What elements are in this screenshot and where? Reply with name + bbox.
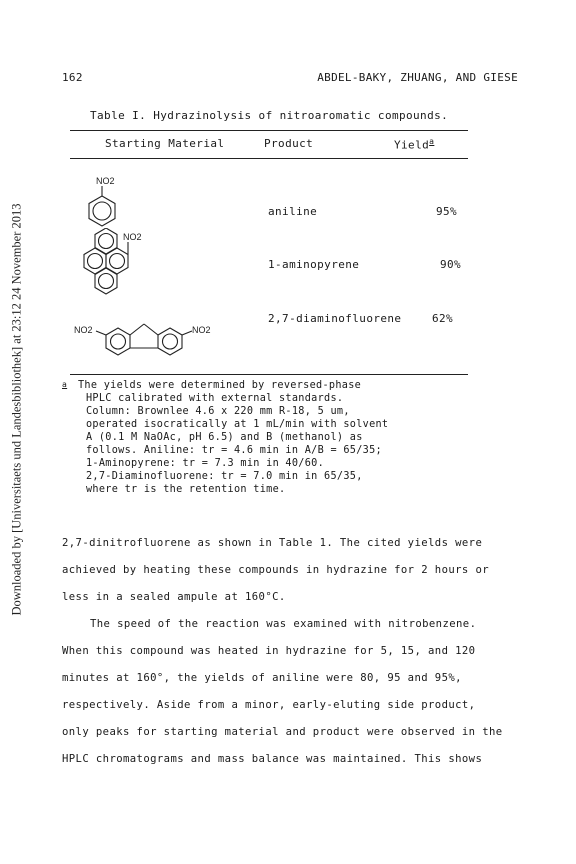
footnote-marker: a [62,380,68,389]
product-2,7-diaminofluorene: 2,7-diaminofluorene [268,312,402,325]
yield-2,7-diaminofluorene: 62% [432,312,454,325]
yield-aniline: 95% [436,205,458,218]
running-head: ABDEL-BAKY, ZHUANG, AND GIESE [317,71,518,84]
download-watermark: Downloaded by [Universitaets und Landesbibliothek] at 23:12 24 November 2013 [9,203,24,616]
table-top-rule [70,130,468,131]
table-header-rule [70,158,468,159]
body-text-line: achieved by heating these compounds in hydrazine for 2 hours or [62,564,490,576]
footnote-line: HPLC calibrated with external standards. [86,393,344,404]
footnote-line: Column: Brownlee 4.6 x 220 mm R-18, 5 um, [86,406,350,417]
no2-label: NO2 [123,232,142,242]
1-nitropyrene-structure [70,228,160,300]
body-text-line: only peaks for starting material and product were observed in the [62,726,503,738]
no2-label-left: NO2 [74,325,93,335]
footnote-line: operated isocratically at 1 mL/min with solvent [86,419,389,430]
column-header-yield [394,137,434,152]
footnote-line: 2,7-Diaminofluorene: tr = 7.0 min in 65/35, [86,471,363,482]
body-text-line: less in a sealed ampule at 160°C. [62,591,286,603]
product-1-aminopyrene: 1-aminopyrene [268,258,360,271]
body-text-line: When this compound was heated in hydrazine for 5, 15, and 120 [62,645,476,657]
yield-1-aminopyrene: 90% [440,258,462,271]
nitrobenzene-structure [80,174,140,236]
footnote-line: 1-Aminopyrene: tr = 7.3 min in 40/60. [86,458,325,469]
table-footnote [78,379,388,496]
table-caption: Table I. Hydrazinolysis of nitroaromatic compounds. [90,109,449,122]
footnote-line: follows. Aniline: tr = 4.6 min in A/B = 65/35; [86,445,382,456]
yield-label: Yield [394,138,430,152]
table-bottom-rule [70,374,468,375]
page-number: 162 [62,71,83,84]
body-text-line: 2,7-dinitrofluorene as shown in Table 1. The cited yields were [62,537,483,549]
yield-footnote-marker: a [429,137,435,146]
no2-label: NO2 [96,176,115,186]
body-text-line: HPLC chromatograms and mass balance was maintained. This shows [62,753,483,765]
no2-label-right: NO2 [192,325,211,335]
body-text-line: minutes at 160°, the yields of aniline were 80, 95 and 95%, [62,672,462,684]
body-text-line: The speed of the reaction was examined with nitrobenzene. [90,618,477,630]
column-header-product: Product [264,137,314,150]
column-header-starting-material: Starting Material [105,137,225,150]
product-aniline: aniline [268,205,318,218]
footnote-line: A (0.1 M NaOAc, pH 6.5) and B (methanol) as [86,432,363,443]
2,7-dinitrofluorene-structure [74,304,224,362]
footnote-line: where tr is the retention time. [86,484,286,495]
footnote-line: The yields were determined by reversed-phase [78,380,362,391]
body-text-line: respectively. Aside from a minor, early-eluting side product, [62,699,476,711]
